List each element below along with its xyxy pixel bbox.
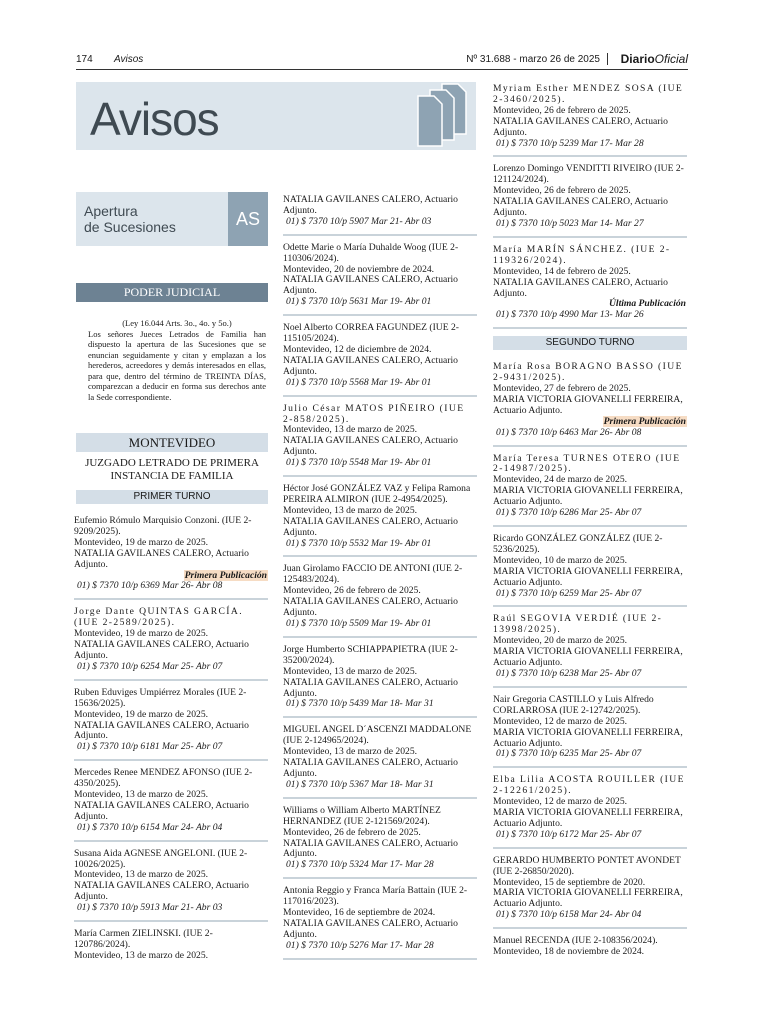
notice-entry: NATALIA GAVILANES CALERO, Actuario Adjunto. 01) $ 7370 10/p 5907 Mar 21- Abr 03 <box>283 195 477 236</box>
notice-entry: Williams o William Alberto MARTÍNEZ HERNANDEZ (IUE 2-121569/2024). Montevideo, 26 de febrero de 2025. NATALIA GAVILANES CALERO, Actuario Adjunto. 01) $ 7370 10/p 5324 Mar 17- Mar 28 <box>283 806 477 879</box>
notice-entry: Mercedes Renee MENDEZ AFONSO (IUE 2-4350/2025). Montevideo, 13 de marzo de 2025. NATALIA GAVILANES CALERO, Actuario Adjunto. 01) $ 7370 10/p 6154 Mar 24- Abr 04 <box>74 768 268 841</box>
poder-judicial-heading: PODER JUDICIAL <box>76 283 268 302</box>
notice-entry: Noel Alberto CORREA FAGUNDEZ (IUE 2-115105/2024). Montevideo, 12 de diciembre de 2024. NATALIA GAVILANES CALERO, Actuario Adjunto. 01) $ 7370 10/p 5568 Mar 19- Abr 01 <box>283 323 477 396</box>
notice-entry: Antonia Reggio y Franca María Battain (IUE 2-117016/2023). Montevideo, 16 de septiembre de 2024. NATALIA GAVILANES CALERO, Actuario Adjunto. 01) $ 7370 10/p 5276 Mar 17- Mar 28 <box>283 886 477 959</box>
notice-entry: Juan Girolamo FACCIO DE ANTONI (IUE 2-125483/2024). Montevideo, 26 de febrero de 2025. NATALIA GAVILANES CALERO, Actuario Adjunto. 01) $ 7370 10/p 5509 Mar 19- Abr 01 <box>283 564 477 637</box>
issue-info: Nº 31.688 - marzo 26 de 2025 <box>466 54 600 65</box>
documents-icon <box>408 82 480 148</box>
notice-entry: Susana Aida AGNESE ANGELONI. (IUE 2-10026/2025). Montevideo, 13 de marzo de 2025. NATALIA GAVILANES CALERO, Actuario Adjunto. 01) $ 7370 10/p 5913 Mar 21- Abr 03 <box>74 849 268 922</box>
publication-tag: Primera Publicación <box>184 569 267 581</box>
section-name: Avisos <box>114 54 144 65</box>
page-header <box>76 52 688 68</box>
montevideo-heading: MONTEVIDEO <box>76 433 268 452</box>
column-b <box>283 195 477 967</box>
law-reference: (Ley 16.044 Arts. 3o., 4o. y 5o.) <box>122 318 232 328</box>
category-box <box>76 192 268 246</box>
notice-entry: MIGUEL ANGEL D´ASCENZI MADDALONE (IUE 2-124965/2024). Montevideo, 13 de marzo de 2025. NATALIA GAVILANES CALERO, Actuario Adjunto. 01) $ 7370 10/p 5367 Mar 18- Mar 31 <box>283 725 477 798</box>
brand-logo: DiarioOficial <box>620 52 688 66</box>
notice-entry: Eufemio Rómulo Marquisio Conzoni. (IUE 2-9209/2025). Montevideo, 19 de marzo de 2025. NATALIA GAVILANES CALERO, Actuario Adjunto. Primera Publicación 01) $ 7370 10/p 6369 Mar 26- Abr 08 <box>74 516 268 600</box>
banner-title: Avisos <box>90 93 219 145</box>
notice-entry: Jorge Humberto SCHIAPPAPIETRA (IUE 2-35200/2024). Montevideo, 13 de marzo de 2025. NATALIA GAVILANES CALERO, Actuario Adjunto. 01) $ 7370 10/p 5439 Mar 18- Mar 31 <box>283 645 477 718</box>
notice-entry: GERARDO HUMBERTO PONTET AVONDET (IUE 2-26850/2020). Montevideo, 15 de septiembre de 2020. MARIA VICTORIA GIOVANELLI FERREIRA, Actuario Adjunto. 01) $ 7370 10/p 6158 Mar 24- Abr 04 <box>493 856 687 929</box>
publication-tag: Última Publicación <box>608 298 686 310</box>
column-c <box>493 84 687 971</box>
court-name: JUZGADO LETRADO DE PRIMERA INSTANCIA DE FAMILIA <box>85 457 259 482</box>
publication-tag: Primera Publicación <box>603 415 686 427</box>
page-number: 174 <box>76 54 93 65</box>
notice-entry: Nair Gregoria CASTILLO y Luis Alfredo CORLARROSA (IUE 2-12742/2025). Montevideo, 12 de marzo de 2025. MARIA VICTORIA GIOVANELLI FERREIRA, Actuario Adjunto. 01) $ 7370 10/p 6235 Mar 25- Abr 07 <box>493 695 687 768</box>
column-a <box>74 516 268 975</box>
notice-entry: Odette Marie o María Duhalde Woog (IUE 2-110306/2024). Montevideo, 20 de noviembre de 2024. NATALIA GAVILANES CALERO, Actuario Adjunto. 01) $ 7370 10/p 5631 Mar 19- Abr 01 <box>283 243 477 316</box>
header-rule <box>76 69 688 70</box>
notice-entry: María Carmen ZIELINSKI. (IUE 2-120786/2024). Montevideo, 13 de marzo de 2025. <box>74 928 213 961</box>
notice-entry: Julio César MATOS PIÑEIRO (IUE 2-858/2025). Montevideo, 13 de marzo de 2025. NATALIA GAVILANES CALERO, Actuario Adjunto. 01) $ 7370 10/p 5548 Mar 19- Abr 01 <box>283 404 477 477</box>
category-badge: AS <box>228 192 268 246</box>
poder-judicial-intro <box>88 318 266 402</box>
notice-entry: María Teresa TURNES OTERO (IUE 2-14987/2025). Montevideo, 24 de marzo de 2025. MARIA VICTORIA GIOVANELLI FERREIRA, Actuario Adjunto. 01) $ 7370 10/p 6286 Mar 25- Abr 07 <box>493 454 687 527</box>
category-title: Apertura de Sucesiones <box>84 203 176 235</box>
notice-entry: Myriam Esther MENDEZ SOSA (IUE 2-3460/2025). Montevideo, 26 de febrero de 2025. NATALIA GAVILANES CALERO, Actuario Adjunto. 01) $ 7370 10/p 5239 Mar 17- Mar 28 <box>493 84 687 157</box>
primer-turno-heading: PRIMER TURNO <box>76 490 268 504</box>
notice-entry: María MARÍN SÁNCHEZ. (IUE 2-119326/2024). Montevideo, 14 de febrero de 2025. NATALIA GAVILANES CALERO, Actuario Adjunto. Última Publicación 01) $ 7370 10/p 4990 Mar 13- Mar 26 <box>493 245 687 329</box>
intro-text: Los señores Jueces Letrados de Familia han dispuesto la apertura de las Sucesiones que se enuncian seguidamente y citan y emplazan a los herederos, acreedores y demás interesados en ellas, para que, dentro del término de TREINTA DÍAS, comparezcan a deducir en forma sus derechos ante la Sede correspondiente. <box>88 328 266 402</box>
notice-entry: Ricardo GONZÁLEZ GONZÁLEZ (IUE 2-5236/2025). Montevideo, 10 de marzo de 2025. MARIA VICTORIA GIOVANELLI FERREIRA, Actuario Adjunto. 01) $ 7370 10/p 6259 Mar 25- Abr 07 <box>493 534 687 607</box>
notice-entry: Ruben Eduviges Umpiérrez Morales (IUE 2-15636/2025). Montevideo, 19 de marzo de 2025. NATALIA GAVILANES CALERO, Actuario Adjunto. 01) $ 7370 10/p 6181 Mar 25- Abr 07 <box>74 688 268 761</box>
notice-entry: Elba Lilia ACOSTA ROUILLER (IUE 2-12261/2025). Montevideo, 12 de marzo de 2025. MARIA VICTORIA GIOVANELLI FERREIRA, Actuario Adjunto. 01) $ 7370 10/p 6172 Mar 25- Abr 07 <box>493 775 687 848</box>
notice-entry: Raúl SEGOVIA VERDIÉ (IUE 2-13998/2025). Montevideo, 20 de marzo de 2025. MARIA VICTORIA GIOVANELLI FERREIRA, Actuario Adjunto. 01) $ 7370 10/p 6238 Mar 25- Abr 07 <box>493 614 687 687</box>
notice-entry: María Rosa BORAGNO BASSO (IUE 2-9431/2025). Montevideo, 27 de febrero de 2025. MARIA VICTORIA GIOVANELLI FERREIRA, Actuario Adjunto. Primera Publicación 01) $ 7370 10/p 6463 Mar 26- Abr 08 <box>493 362 687 446</box>
header-divider <box>607 53 608 65</box>
segundo-turno-heading: SEGUNDO TURNO <box>493 336 687 350</box>
notice-entry: Jorge Dante QUINTAS GARCÍA. (IUE 2-2589/2025). Montevideo, 19 de marzo de 2025. NATALIA GAVILANES CALERO, Actuario Adjunto. 01) $ 7370 10/p 6254 Mar 25- Abr 07 <box>74 607 268 680</box>
notice-entry: Lorenzo Domingo VENDITTI RIVEIRO (IUE 2-121124/2024). Montevideo, 26 de febrero de 2025. NATALIA GAVILANES CALERO, Actuario Adjunto. 01) $ 7370 10/p 5023 Mar 14- Mar 27 <box>493 164 687 237</box>
notice-entry: Héctor José GONZÁLEZ VAZ y Felipa Ramona PEREIRA ALMIRON (IUE 2-4954/2025). Montevideo, 13 de marzo de 2025. NATALIA GAVILANES CALERO, Actuario Adjunto. 01) $ 7370 10/p 5532 Mar 19- Abr 01 <box>283 484 477 557</box>
notice-entry: Manuel RECENDA (IUE 2-108356/2024). Montevideo, 18 de noviembre de 2024. <box>493 935 658 958</box>
